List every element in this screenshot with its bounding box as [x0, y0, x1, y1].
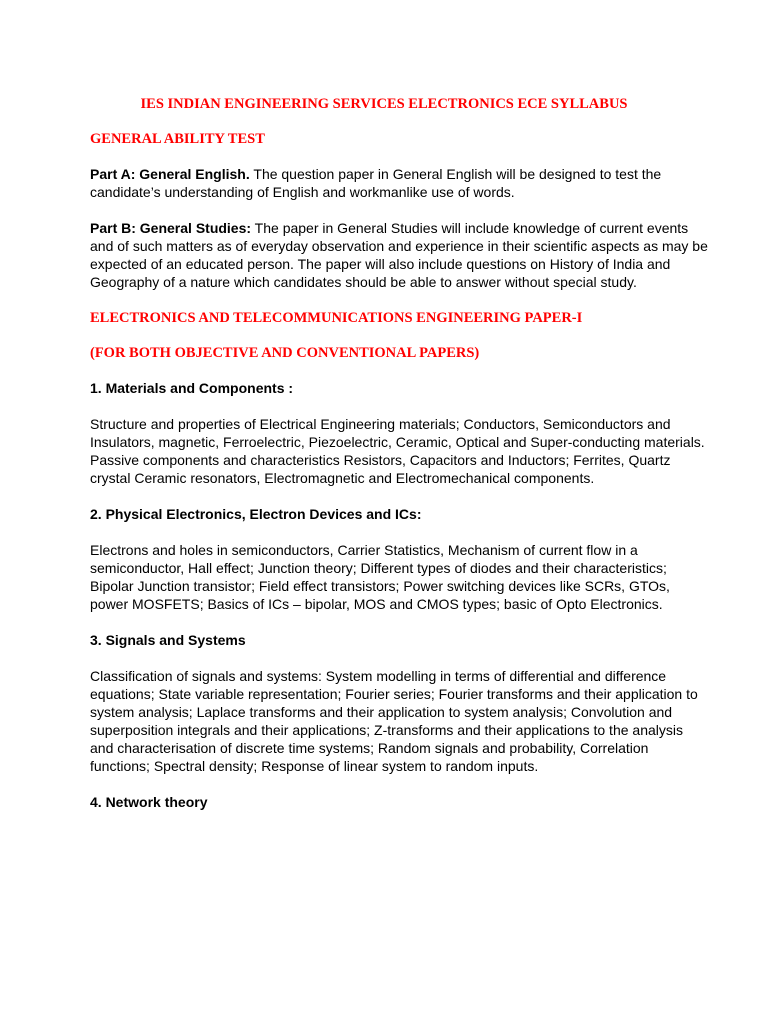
general-ability-heading: GENERAL ABILITY TEST — [90, 131, 265, 147]
section-body-physical-electronics: Electrons and holes in semiconductors, Carrier Statistics, Mechanism of current flow in a semiconductor, Hall effect; Junction theory; Different types of diodes and their characteristics; Bipolar Junction transistor; Field effect transistors; Power switching devices like SCRs, GTOs, power MOSFETS; Basics of ICs – bipolar, MOS and CMOS types; basic of Opto Electronics. — [90, 542, 670, 612]
section-body-signals-systems: Classification of signals and systems: System modelling in terms of differential and difference equations; State variable representation; Fourier series; Fourier transforms and their application to system analysis; Laplace transforms and their application to system analysis; Convolution and superposition integrals and their applications; Z-transforms and their applications to the analysis and characterisation of discrete time systems; Random signals and probability, Correlation functions; Spectral density; Response of linear system to random inputs. — [90, 668, 698, 774]
part-b-label: Part B: General Studies: — [90, 220, 252, 236]
section-heading-physical-electronics: 2. Physical Electronics, Electron Devices and ICs: — [90, 506, 422, 522]
section-heading-network-theory: 4. Network theory — [90, 794, 208, 810]
section-heading-materials: 1. Materials and Components : — [90, 380, 294, 396]
part-b-text: The paper in General Studies will include knowledge of current events and of such matters as of everyday observation and experience in their scientific aspects as may be expected of an educated person. The paper will also include questions on History of India and Geography of a nature which candidates should be able to answer without special study. — [90, 220, 708, 290]
document-title: IES INDIAN ENGINEERING SERVICES ELECTRONICS ECE SYLLABUS — [140, 96, 628, 112]
part-a-text: The question paper in General English will be designed to test the candidate’s understanding of English and workmanlike use of words. — [90, 166, 662, 200]
part-b-paragraph — [90, 219, 708, 291]
part-a-paragraph — [90, 165, 708, 201]
paper-heading: ELECTRONICS AND TELECOMMUNICATIONS ENGINEERING PAPER-I — [90, 310, 583, 326]
part-a-label: Part A: General English. — [90, 166, 250, 182]
section-body-materials: Structure and properties of Electrical Engineering materials; Conductors, Semiconductors and Insulators, magnetic, Ferroelectric, Piezoelectric, Ceramic, Optical and Super-conducting materials. Passive components and characteristics Resistors, Capacitors and Inductors; Ferrites, Quartz crystal Ceramic resonators, Electromagnetic and Electromechanical components. — [90, 416, 705, 486]
paper-subheading: (FOR BOTH OBJECTIVE AND CONVENTIONAL PAPERS) — [90, 345, 480, 361]
section-heading-signals-systems: 3. Signals and Systems — [90, 632, 246, 648]
